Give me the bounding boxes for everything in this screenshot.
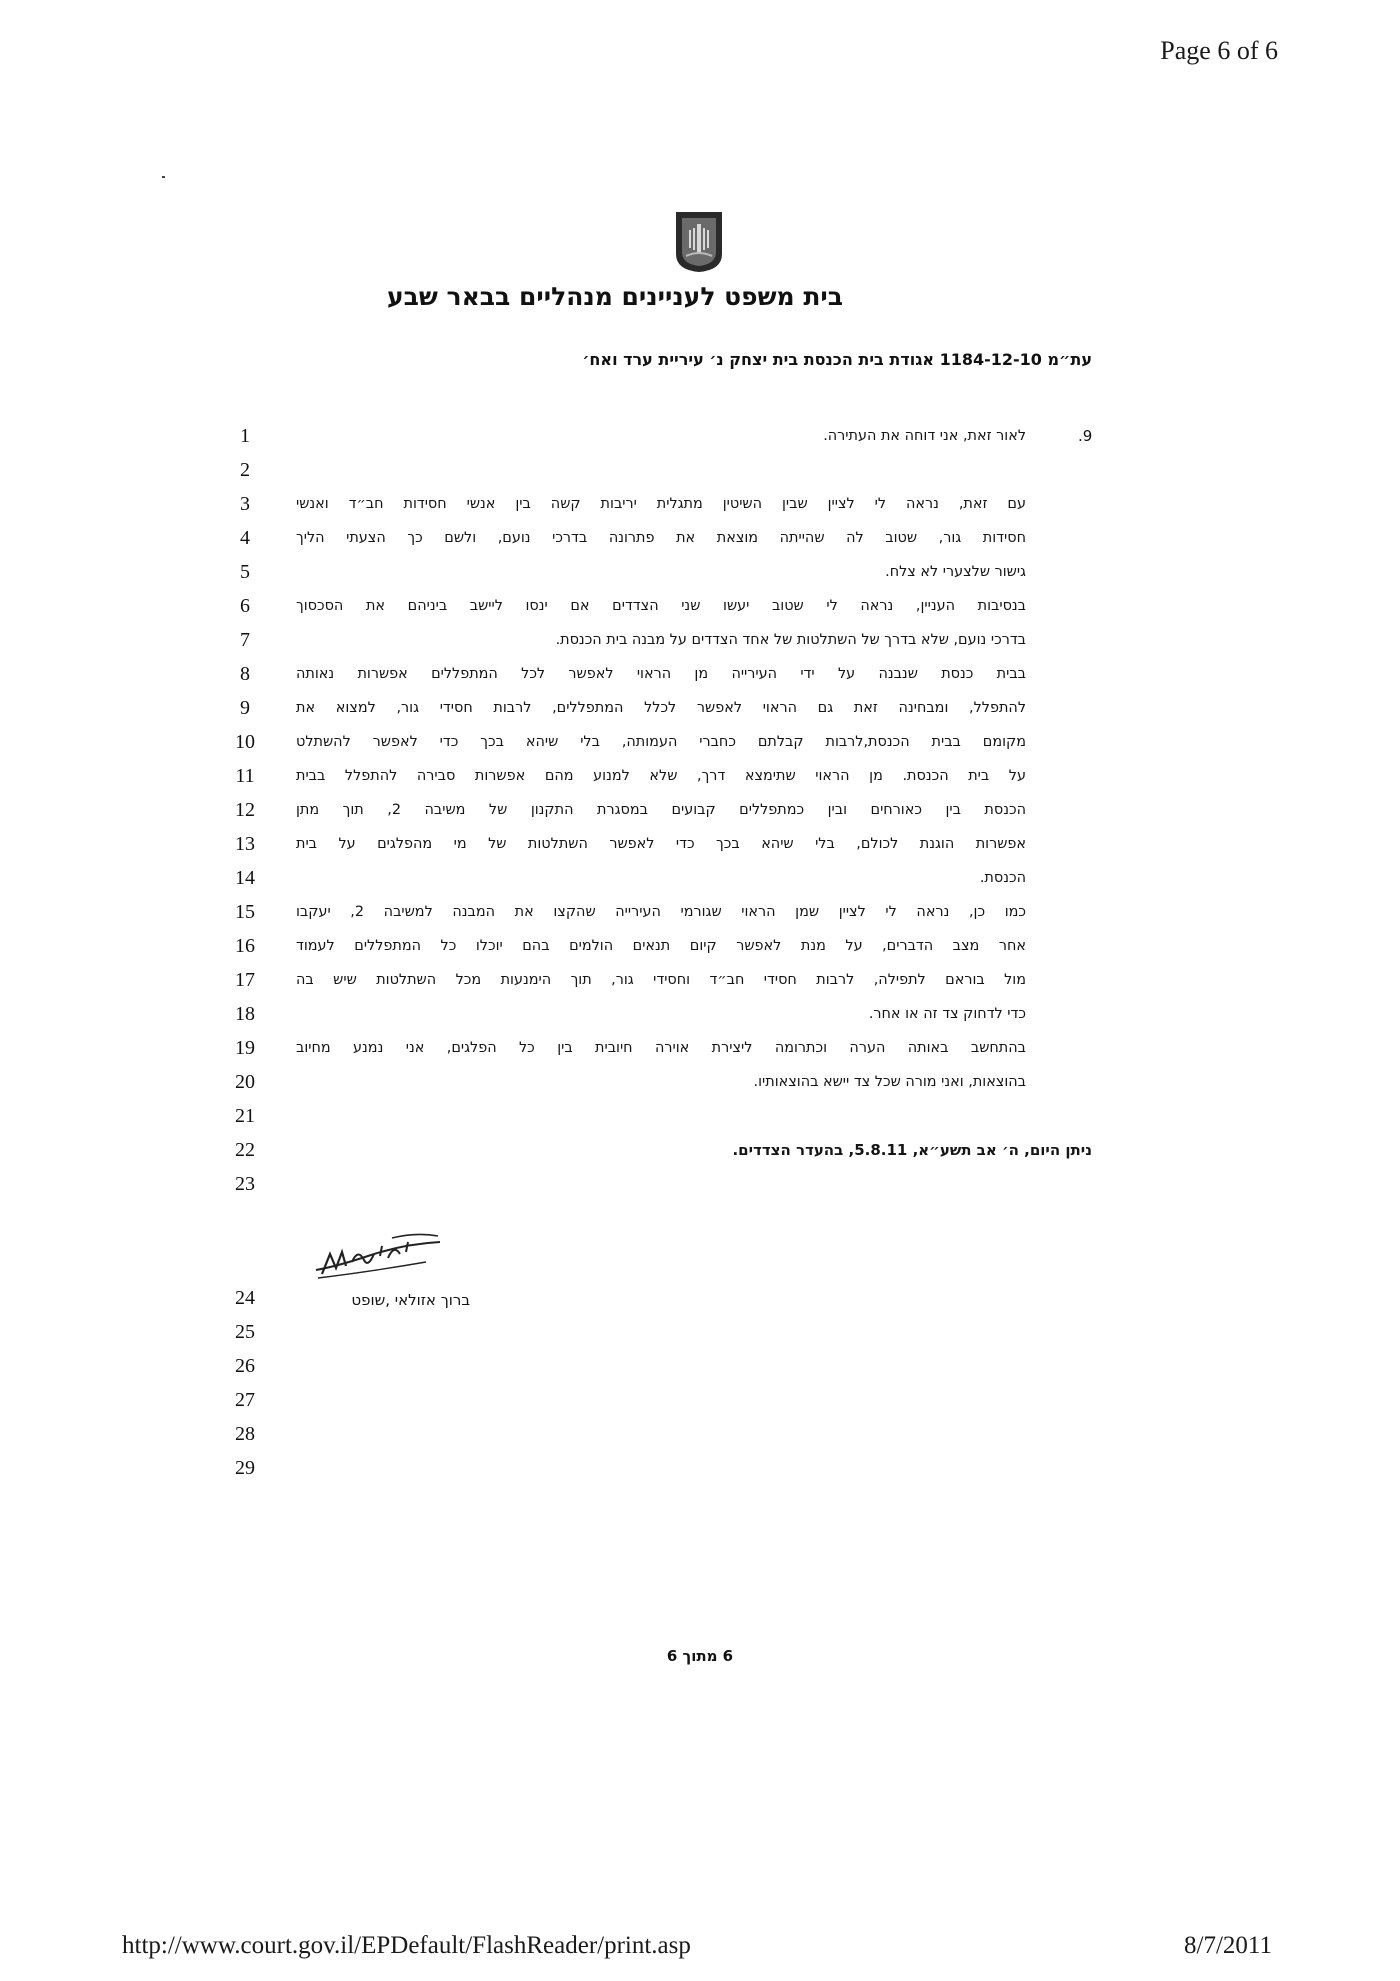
line-number: 23 (235, 1173, 255, 1195)
scan-speck (162, 176, 165, 178)
line-number: 8 (240, 663, 250, 685)
print-url: http://www.court.gov.il/EPDefault/FlashReader/print.asp (122, 1932, 691, 1959)
body-line: בהתחשב באותה הערה וכתרומה ליצירת אוירה חיובית בין כל הפלגים, אני נמנע מחיוב (296, 1040, 1026, 1056)
line-number: 26 (235, 1355, 255, 1377)
line-number: 20 (235, 1071, 255, 1093)
line-number: 14 (235, 867, 255, 889)
line-number: 11 (235, 765, 255, 787)
body-line: בבית כנסת שנבנה על ידי העירייה מן הראוי לאפשר לכל המתפללים אפשרות נאותה (296, 666, 1026, 682)
line-number: 5 (240, 561, 250, 583)
line-number: 25 (235, 1321, 255, 1343)
line-number: 17 (235, 969, 255, 991)
line-number: 22 (235, 1139, 255, 1161)
body-line: לאור זאת, אני דוחה את העתירה. (823, 428, 1026, 444)
line-number: 15 (235, 901, 255, 923)
line-number: 29 (235, 1457, 255, 1479)
line-number: 1 (240, 425, 250, 447)
body-line: כדי לדחוק צד זה או אחר. (868, 1006, 1026, 1022)
line-number: 27 (235, 1389, 255, 1411)
ruling-body (296, 419, 1092, 1201)
line-number: 10 (235, 731, 255, 753)
israel-state-emblem-icon (672, 208, 726, 274)
line-number-column (230, 419, 260, 1485)
body-line: הכנסת בין כאורחים ובין כמתפללים קבועים במסגרת התקנון של משיבה 2, תוך מתן (296, 802, 1026, 818)
body-line: בנסיבות העניין, נראה לי שטוב יעשו שני הצדדים אם ינסו ליישב ביניהם את הסכסוך (296, 598, 1026, 614)
body-line (296, 1167, 1026, 1201)
body-line: אפשרות הוגנת לכולם, בלי שיהא בכך כדי לאפשר השתלטות של מי מהפלגים על בית (296, 836, 1026, 852)
line-number: 21 (235, 1105, 255, 1127)
line-number: 19 (235, 1037, 255, 1059)
paragraph-number: .9 (1078, 427, 1093, 445)
body-line: כמו כן, נראה לי לציין שמן הראוי שגורמי העירייה שהקצו את המבנה למשיבה 2, יעקבו (296, 904, 1026, 920)
line-number: 12 (235, 799, 255, 821)
body-line: אחר מצב הדברים, על מנת לאפשר קיום תנאים הולמים בהם יוכלו כל המתפללים לעמוד (296, 938, 1026, 954)
case-title: עת״מ 1184-12-10 אגודת בית הכנסת בית יצחק נ׳ עיריית ערד ואח׳ (582, 350, 1092, 369)
page-footer-number: 6 מתוך 6 (666, 1647, 734, 1665)
body-line: על בית הכנסת. מן הראוי שתימצא דרך, שלא למנוע מהם אפשרות סבירה להתפלל בבית (296, 768, 1026, 784)
line-number: 28 (235, 1423, 255, 1445)
body-line: חסידות גור, שטוב לה שהייתה מוצאת את פתרונה בדרכי נועם, ולשם כך הצעתי הליך (296, 530, 1026, 546)
decision-date-line: ניתן היום, ה׳ אב תשע״א, 5.8.11, בהעדר הצדדים. (732, 1141, 1092, 1159)
line-number: 13 (235, 833, 255, 855)
body-line: להתפלל, ומבחינה זאת גם הראוי לאפשר לכלל המתפללים, לרבות חסידי גור, למצוא את (296, 700, 1026, 716)
line-number: 24 (235, 1287, 255, 1309)
body-line (296, 453, 1026, 487)
print-date: 8/7/2011 (1184, 1932, 1272, 1959)
body-line: מול בוראם לתפילה, לרבות חסידי חב״ד וחסידי גור, תוך הימנעות מכל השתלטות שיש בה (296, 972, 1026, 988)
body-line: עם זאת, נראה לי לציין שבין השיטין מתגלית יריבות קשה בין אנשי חסידות חב״ד ואנשי (296, 496, 1026, 512)
line-number: 7 (240, 629, 250, 651)
line-number: 16 (235, 935, 255, 957)
body-line (296, 1099, 1026, 1133)
line-number: 9 (240, 697, 250, 719)
judge-signature (308, 1226, 446, 1284)
line-number: 2 (240, 459, 250, 481)
body-line: גישור שלצערי לא צלח. (885, 564, 1026, 580)
line-number: 3 (240, 493, 250, 515)
court-name: בית משפט לעניינים מנהליים בבאר שבע (386, 282, 844, 311)
line-number: 18 (235, 1003, 255, 1025)
body-line: בהוצאות, ואני מורה שכל צד יישא בהוצאותיו. (753, 1074, 1026, 1090)
page-indicator: Page 6 of 6 (1160, 36, 1278, 65)
line-number: 6 (240, 595, 250, 617)
line-number: 4 (240, 527, 250, 549)
body-line: מקומם בבית הכנסת,לרבות קבלתם כחברי העמותה, בלי שיהא בכך כדי לאפשר להשתלט (296, 734, 1026, 750)
body-line: בדרכי נועם, שלא בדרך של השתלטות של אחד הצדדים על מבנה בית הכנסת. (555, 632, 1026, 648)
signer-name: ברוך אזולאי ,שופט (351, 1291, 470, 1309)
body-line: הכנסת. (979, 870, 1026, 886)
